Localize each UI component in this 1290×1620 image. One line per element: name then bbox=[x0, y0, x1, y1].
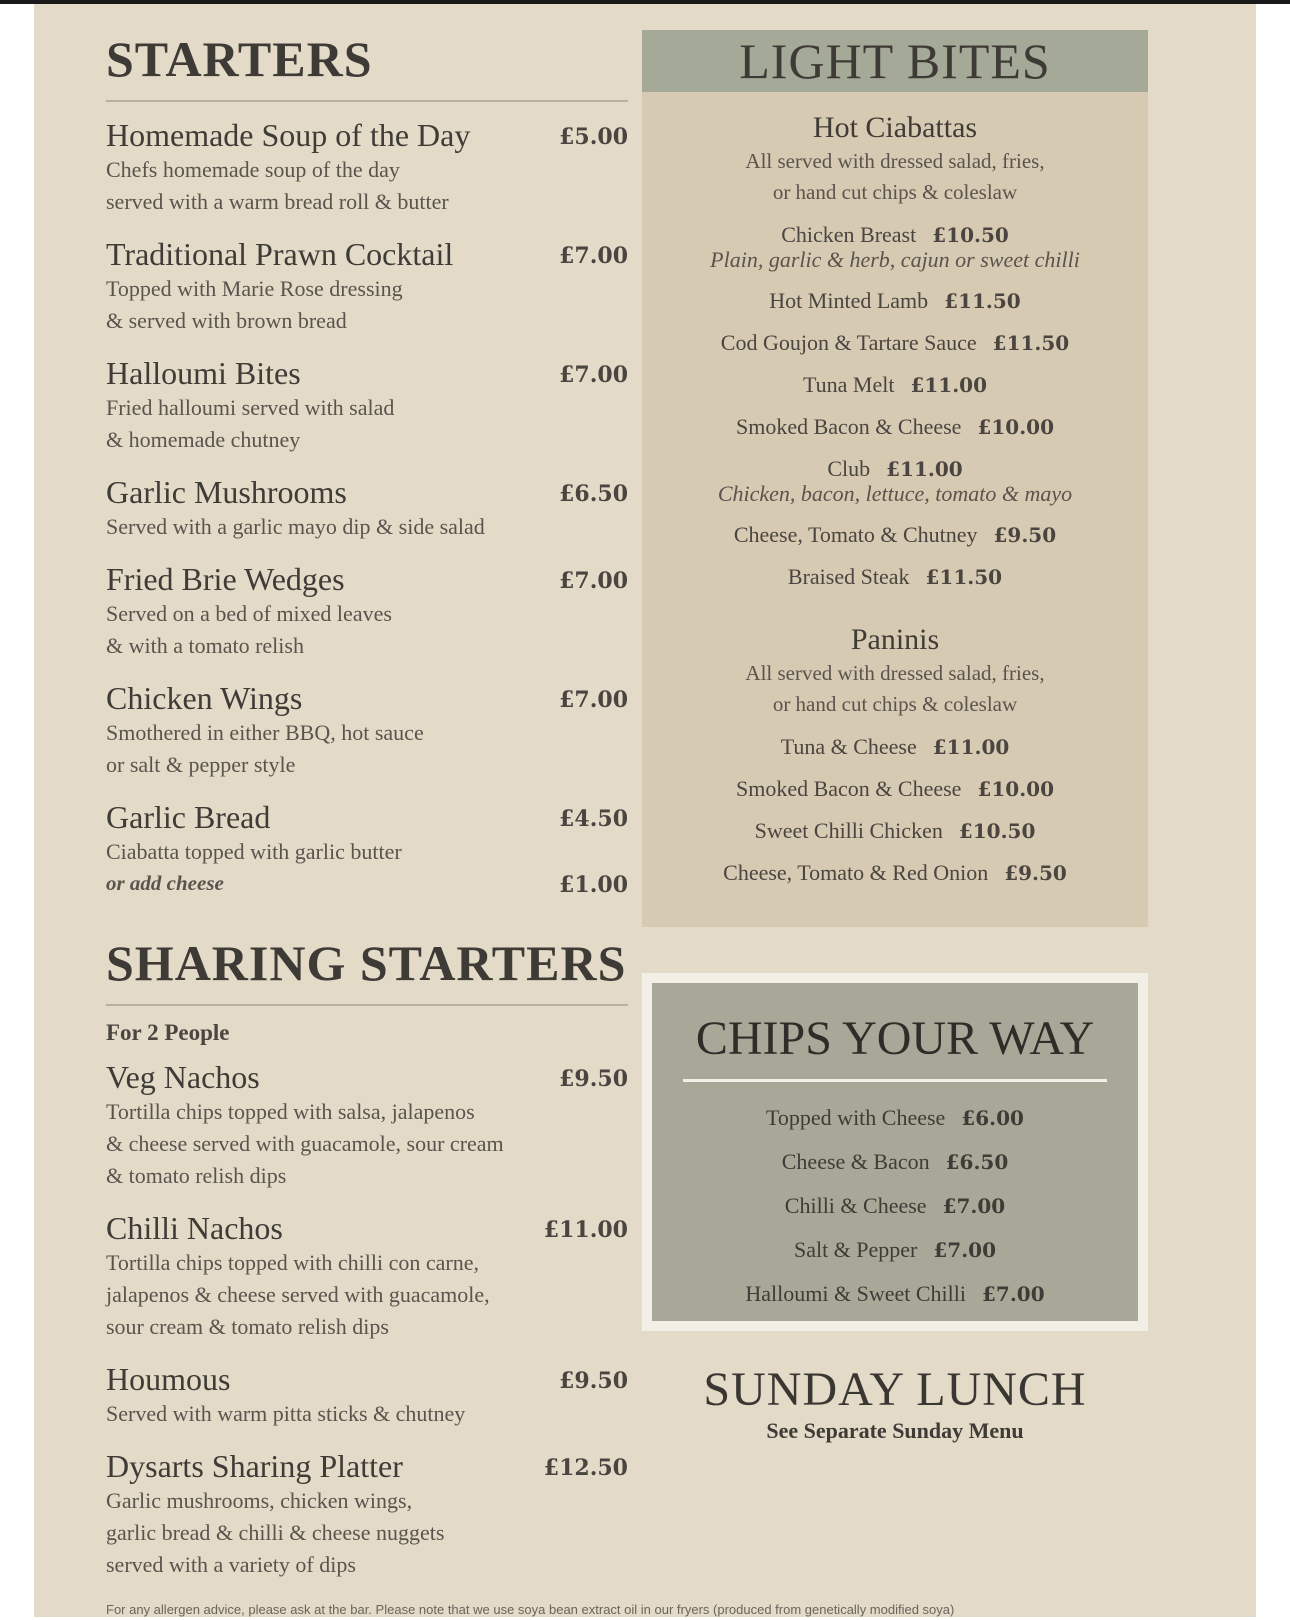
extra-price: £1.00 bbox=[559, 872, 628, 898]
chips-heading: CHIPS YOUR WAY bbox=[695, 1012, 1095, 1065]
item-name: Houmous bbox=[106, 1361, 231, 1397]
item-price: £9.50 bbox=[559, 1066, 628, 1092]
light-bites-heading: LIGHT BITES bbox=[739, 33, 1051, 89]
item-name: Chicken Wings bbox=[106, 680, 303, 716]
menu-item bbox=[106, 798, 628, 868]
menu-page bbox=[34, 4, 1256, 1617]
starters-divider bbox=[106, 100, 628, 102]
item-name: Halloumi Bites bbox=[106, 355, 301, 391]
menu-item bbox=[642, 280, 1148, 322]
panini-list bbox=[642, 726, 1148, 894]
item-name: Chilli Nachos bbox=[106, 1210, 283, 1246]
item-price: £11.00 bbox=[886, 457, 963, 481]
sharing-subtitle: For 2 People bbox=[106, 1020, 230, 1045]
menu-item bbox=[106, 354, 628, 456]
item-price: £7.00 bbox=[559, 362, 628, 388]
menu-item bbox=[642, 556, 1148, 598]
item-description: Chefs homemade soup of the day served with a warm bread roll & butter bbox=[106, 157, 449, 214]
menu-item bbox=[652, 1096, 1138, 1140]
item-price: £6.50 bbox=[559, 481, 628, 507]
menu-item bbox=[106, 1058, 628, 1192]
menu-item bbox=[642, 406, 1148, 448]
item-name: Club bbox=[827, 456, 871, 481]
item-description: Topped with Marie Rose dressing & served with brown bread bbox=[106, 276, 403, 333]
item-name: Cheese, Tomato & Red Onion bbox=[723, 860, 989, 885]
item-name: Cod Goujon & Tartare Sauce bbox=[720, 330, 977, 355]
item-name: Halloumi & Sweet Chilli bbox=[745, 1281, 966, 1306]
menu-item bbox=[106, 473, 628, 543]
ciabatta-list bbox=[642, 214, 1148, 598]
item-name: Smoked Bacon & Cheese bbox=[735, 776, 962, 801]
item-note: Plain, garlic & herb, cajun or sweet chilli bbox=[710, 247, 1080, 272]
item-description: Served with a garlic mayo dip & side salad bbox=[106, 514, 485, 539]
item-name: Chicken Breast bbox=[781, 222, 917, 247]
item-price: £7.00 bbox=[559, 568, 628, 594]
left-column bbox=[106, 30, 628, 1598]
menu-item bbox=[642, 514, 1148, 556]
item-name: Cheese & Bacon bbox=[781, 1149, 930, 1174]
allergen-footer: For any allergen advice, please ask at the bar. Please note that we use soya bean extract oil in our fryers (produced from genetically modified soya) bbox=[106, 1602, 955, 1617]
menu-item bbox=[652, 1228, 1138, 1272]
item-price: £11.00 bbox=[543, 1217, 628, 1243]
item-description: Garlic mushrooms, chicken wings, garlic bread & chilli & cheese nuggets served with a variety of dips bbox=[106, 1488, 445, 1577]
item-price: £11.50 bbox=[944, 289, 1021, 313]
item-name: Dysarts Sharing Platter bbox=[106, 1448, 403, 1484]
menu-item bbox=[106, 235, 628, 337]
paninis-description: All served with dressed salad, fries, or hand cut chips & coleslaw bbox=[745, 661, 1045, 716]
item-name: Garlic Bread bbox=[106, 799, 271, 835]
extra-label: or add cheese bbox=[106, 871, 224, 895]
menu-item bbox=[106, 560, 628, 662]
item-description: Fried halloumi served with salad & homemade chutney bbox=[106, 395, 395, 452]
item-description: Tortilla chips topped with chilli con carne, jalapenos & cheese served with guacamole, sour cream & tomato relish dips bbox=[106, 1250, 490, 1339]
item-name: Garlic Mushrooms bbox=[106, 474, 347, 510]
ciabattas-description: All served with dressed salad, fries, or hand cut chips & coleslaw bbox=[745, 149, 1045, 204]
item-description: Served on a bed of mixed leaves & with a tomato relish bbox=[106, 601, 392, 658]
item-price: £10.50 bbox=[932, 223, 1009, 247]
sharing-divider bbox=[106, 1004, 628, 1006]
item-price: £11.50 bbox=[992, 331, 1070, 355]
item-name: Chilli & Cheese bbox=[784, 1193, 927, 1218]
item-price: £7.00 bbox=[559, 243, 628, 269]
chips-list bbox=[652, 1096, 1138, 1316]
chips-your-way-frame bbox=[642, 973, 1148, 1331]
item-price: £6.00 bbox=[961, 1106, 1024, 1130]
sunday-lunch-subtitle: See Separate Sunday Menu bbox=[766, 1418, 1024, 1443]
menu-item bbox=[106, 1447, 628, 1581]
item-price: £7.00 bbox=[933, 1238, 997, 1262]
light-bites-panel bbox=[642, 92, 1148, 927]
chips-your-way-panel bbox=[652, 983, 1138, 1321]
light-bites-header bbox=[642, 30, 1148, 92]
item-name: Smoked Bacon & Cheese bbox=[735, 414, 962, 439]
item-price: £12.50 bbox=[543, 1455, 628, 1481]
item-name: Cheese, Tomato & Chutney bbox=[733, 522, 978, 547]
item-description: Smothered in either BBQ, hot sauce or salt & pepper style bbox=[106, 720, 424, 777]
menu-item bbox=[652, 1272, 1138, 1316]
item-name: Veg Nachos bbox=[106, 1059, 260, 1095]
menu-item bbox=[642, 852, 1148, 894]
item-price: £9.50 bbox=[559, 1368, 628, 1394]
menu-item bbox=[652, 1140, 1138, 1184]
ciabattas-heading: Hot Ciabattas bbox=[812, 111, 978, 144]
item-price: £7.00 bbox=[981, 1282, 1045, 1306]
menu-item bbox=[642, 726, 1148, 768]
item-price: £4.50 bbox=[559, 806, 628, 832]
item-price: £11.50 bbox=[925, 565, 1003, 589]
item-price: £5.00 bbox=[559, 124, 628, 150]
item-description: Tortilla chips topped with salsa, jalapenos & cheese served with guacamole, sour cream & tomato relish dips bbox=[106, 1099, 504, 1188]
menu-item bbox=[652, 1184, 1138, 1228]
starters-heading: STARTERS bbox=[106, 31, 373, 87]
item-name: Hot Minted Lamb bbox=[769, 288, 929, 313]
menu-item bbox=[642, 810, 1148, 852]
item-price: £10.00 bbox=[977, 777, 1054, 801]
item-price: £11.00 bbox=[910, 373, 988, 397]
item-name: Braised Steak bbox=[787, 564, 910, 589]
item-name: Homemade Soup of the Day bbox=[106, 117, 471, 153]
sunday-lunch-heading: SUNDAY LUNCH bbox=[703, 1363, 1087, 1416]
menu-item bbox=[106, 1360, 628, 1430]
sunday-lunch-section bbox=[642, 1362, 1148, 1444]
add-cheese-extra bbox=[106, 868, 628, 898]
item-price: £6.50 bbox=[945, 1150, 1009, 1174]
chips-divider bbox=[683, 1079, 1107, 1082]
item-name: Salt & Pepper bbox=[793, 1237, 918, 1262]
item-note: Chicken, bacon, lettuce, tomato & mayo bbox=[717, 481, 1073, 506]
starters-list bbox=[106, 116, 628, 868]
item-price: £10.00 bbox=[977, 415, 1054, 439]
item-price: £9.50 bbox=[993, 523, 1057, 547]
item-name: Fried Brie Wedges bbox=[106, 561, 345, 597]
item-name: Traditional Prawn Cocktail bbox=[106, 236, 454, 272]
paninis-heading: Paninis bbox=[850, 623, 940, 656]
menu-item bbox=[106, 1209, 628, 1343]
item-price: £7.00 bbox=[942, 1194, 1006, 1218]
item-name: Tuna Melt bbox=[802, 372, 895, 397]
item-price: £10.50 bbox=[958, 819, 1036, 843]
menu-item bbox=[106, 116, 628, 218]
menu-item bbox=[642, 322, 1148, 364]
item-description: Ciabatta topped with garlic butter bbox=[106, 839, 402, 864]
sharing-starters-heading: SHARING STARTERS bbox=[106, 935, 627, 991]
menu-item bbox=[642, 768, 1148, 810]
item-name: Topped with Cheese bbox=[766, 1105, 946, 1130]
item-name: Sweet Chilli Chicken bbox=[754, 818, 943, 843]
menu-item bbox=[106, 679, 628, 781]
menu-item bbox=[642, 364, 1148, 406]
item-description: Served with warm pitta sticks & chutney bbox=[106, 1401, 466, 1426]
item-name: Tuna & Cheese bbox=[780, 734, 917, 759]
item-price: £11.00 bbox=[932, 735, 1010, 759]
item-price: £9.50 bbox=[1004, 861, 1067, 885]
sharing-list bbox=[106, 1058, 628, 1581]
item-price: £7.00 bbox=[559, 687, 628, 713]
